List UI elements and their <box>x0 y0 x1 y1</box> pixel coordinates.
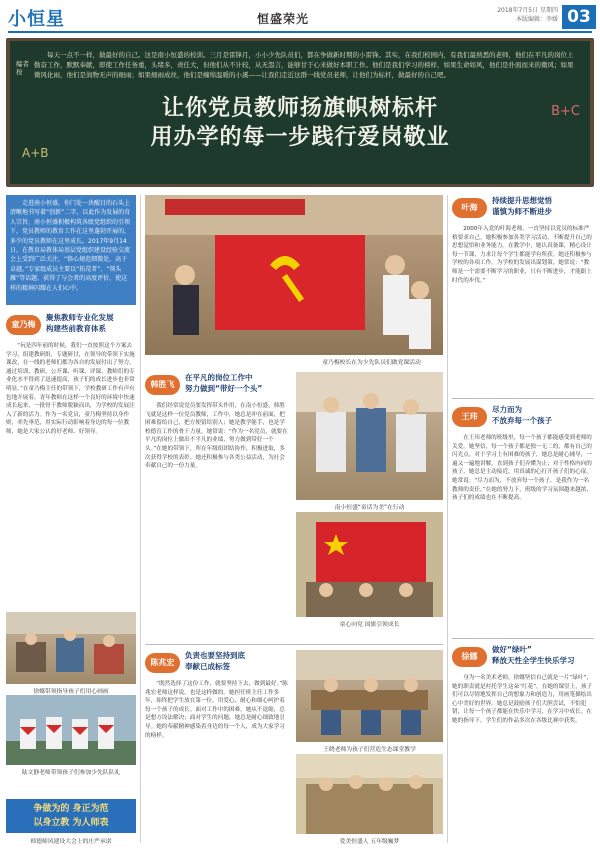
photo-grade-five <box>296 754 443 834</box>
photo-caption: 童乃梅校长在为少先队员们做党课活动 <box>322 360 421 366</box>
photo-party-flag-image <box>145 195 443 355</box>
section-subtitle: 构建些前教育体系 <box>46 324 106 333</box>
photo-caption: 童心向党 国旗引领成长 <box>339 622 400 628</box>
section-header-xu <box>452 644 594 670</box>
section-subtitle: 做好“绿叶” <box>492 645 532 654</box>
photo-fairy-tale <box>296 372 443 500</box>
photo-drawing-class-image <box>6 612 136 684</box>
section-header-wang <box>452 404 594 430</box>
photo-pioneer-salute <box>6 695 136 765</box>
photo-caption: 爱美恒盛人 五年级巍梦 <box>339 839 400 845</box>
date-line <box>497 6 558 24</box>
photo-caption: 徐娜带领指导孩子们用心画画 <box>33 689 109 695</box>
photo-national-flag-image <box>296 512 443 617</box>
name-badge: 韩胜飞 <box>145 375 180 395</box>
name-badge: 徐娜 <box>452 647 487 667</box>
chalk-formula-left: A+B <box>22 146 49 160</box>
section-subtitle: 负责也要坚持到底 <box>185 651 245 660</box>
section-divider <box>145 644 443 645</box>
column-divider <box>447 195 448 843</box>
chalk-formula-right: B+C <box>551 104 580 119</box>
column-divider <box>140 195 141 843</box>
photo-grade-five-image <box>296 754 443 834</box>
section-subtitle: 聚焦教师专业化发展 <box>46 313 114 322</box>
motto-line-1: 争做为的 身正为范 <box>33 804 109 814</box>
article-text: 2000年入党的叶海老师，一直坚持以党员的标准严格要求自己。她积极参加各类学习活动，不断提升自己的思想觉悟和业务能力。在教学中，她认真备课，精心设计每一节课，力求让每个学生都能学有所获。她还积极参与学校的各项工作，为学校的发展出谋划策。她常说：“教师是一个需要不断学习的职业，只有不断进步，才能跟上时代的步伐。” <box>452 226 592 284</box>
section-subtitle: 谨慎为师不断进步 <box>492 207 552 216</box>
intro-text: 走进南小恒盛，你门处一块醒目的石头上清晰地书写着“创新”二字，以此作为发展的育人宗旨，南小恒盛积极构筑各级党组织的引领下，党员教师的教育工作在这里蓬勃开展的，多少的党员教师在这里成长。2017年9月14日，在教育局教体局基层党组织建设经验交流会上受到广泛关注，“恪心规范细微处，高于卓越。”专家组成员主要以“拓荒者”、“领头雁”等话题，获得了与会者的高度评价，使这样的精神闪耀在人们心中。 <box>10 200 131 292</box>
photo-fairy-tale-image <box>296 372 443 500</box>
section-subtitle: 尽力而为 <box>492 405 522 414</box>
section-subtitle: 在平凡的岗位工作中 <box>185 373 253 382</box>
photo-caption: 南小恒盛“童话为美”在行动 <box>334 505 405 511</box>
motto-banner-text <box>10 802 132 830</box>
photo-caption: 王晓老师为孩子们营造生态课堂教学 <box>323 747 416 753</box>
date-text: 2018年7月5日 星期四 <box>497 7 558 14</box>
photo-caption: 陆文静老师带领孩子们参加少先队队礼 <box>21 770 121 776</box>
photo-ecology-class-image <box>296 650 443 742</box>
section-subtitle: 持续提升思想觉悟 <box>492 196 552 205</box>
name-badge: 陈兆宏 <box>145 653 180 673</box>
main-headline <box>40 94 560 152</box>
photo-party-flag <box>145 195 443 355</box>
headline-line-1: 让你党员教师扬旗帜树标杆 <box>161 96 438 121</box>
article-text: 我们经常说党员要发挥带头作用，在南小恒盛，韩胜飞就是这样一位党员教师，工作中，她总是冲在前面，把困难留给自己，把方便留给别人；她是教学能手，也是学校德育工作的骨干力量。她常说：“作为一名党员，就要在平凡的岗位上做出不平凡的业绩，努力做到带好一个头。”在她的带领下，所在年级组团结协作，积极进取，多次获得学校的表彰。她还积极参与各类公益活动，为社会奉献自己的一份力量。 <box>145 403 288 470</box>
editor-note-text: 每天一点不一样，做最好的自己。这是南小恒盛的校训。三月是雷锋月，小小少先队员们，都在争做新时期的小雷锋。其实，在我们校园内，有我们最熟悉的老师，他们在平凡的岗位上勤奋工作，默默奉献，即使工作任务重，头绪多，责任大，但他们从不计较，从无怨言，能够甘于心来做好本职工作。他们是我们学习的榜样，如果生命如风，他们是扑面而来的微风；如果微风化雨，他们是润物无声的细雨；如果细雨成丝，他们是缠绵温暖的小溪——让我们走近这群一线党员老师，让他们为标杆，做最好的自己吧。 <box>34 51 574 79</box>
editor-credit: 本版编辑：李媛 <box>515 16 558 23</box>
editor-note-tag: 编者按 <box>16 60 29 76</box>
section-header-chen <box>145 650 285 676</box>
article-text: 身为一名美术老师，徐娜坚信自己就是一片“绿叶”，她的职责就是衬托学生这朵“红花”。在她的课堂上，孩子们可以尽情地发挥自己的想象力和创造力，用画笔描绘出心中美好的世界。她总是鼓励孩子们大胆尝试，不怕犯错，让每一个孩子都能在快乐中学习，在学习中成长。在她的指导下，学生们的作品多次在各级比赛中获奖。 <box>452 675 593 724</box>
headline-line-2: 用办学的每一步践行爱岗敬业 <box>150 125 450 150</box>
article-text: 在王玮老师的班级里，每一个孩子都能感受到老师的关爱。她坚信，每一个孩子都是独一无二的，都有自己的闪光点。对于学习上有困难的孩子，她总是耐心辅导，一遍又一遍地讲解，直到孩子们弄懂为止；对于性格内向的孩子，她总是主动接近，用真诚的心打开孩子们的心扉。她常说：“尽力而为，不放弃每一个孩子，是我作为一名教师的责任。”在她的努力下，班级的学习氛围越来越浓，孩子们的成绩也在不断提高。 <box>452 435 592 502</box>
newspaper-name: 小恒星 <box>8 9 65 30</box>
section-divider <box>452 638 594 639</box>
photo-caption: 师德师风建设大会上的庄严承诺 <box>30 839 112 845</box>
page-number: 03 <box>562 5 596 29</box>
section-divider <box>452 398 594 399</box>
section-subtitle: 努力做到“带好一个头” <box>185 384 263 393</box>
photo-ecology-class <box>296 650 443 742</box>
section-header-tong <box>6 312 136 338</box>
article-text: “玩是四年前的时候，我们一直按照这个方案去学习，组建教研组，专题研讨，在领导的带领下实施课改，在一线的老师们都为各自的发展付出了努力，通过培训、教研、公开课、听课、评课，教师们的专业化水平得到了迅速提高，孩子们的成长进步也非常明显。”在童乃梅主任的带领下，学校教研工作有声有色地开展着，青年教师在这样一个良好的环境中快速成长起来，一批骨干教师脱颖而出，为学校的发展注入了新的活力。作为一名党员，童乃梅坚持以身作则，率先垂范，用实际行动影响着身边的每一位教师，她是大家公认的好老师、好领导。 <box>6 343 135 435</box>
section-subtitle: 奉献已成标签 <box>185 662 230 671</box>
article-text: “既然选择了这份工作，就要坚持下去，做到最好。”陈兆宏老师这样说，也是这样做的。她担任班主任工作多年，始终把学生放在第一位，用爱心、耐心和细心呵护着每一个孩子的成长。面对工作中的困难，她从不退缩，总是想方设法解决；面对学生的问题，她总是耐心细致地引导。她的奉献精神感染着身边的每一个人，成为大家学习的榜样。 <box>145 681 288 739</box>
photo-national-flag <box>296 512 443 617</box>
section-subtitle: 释放天性全学生快乐学习 <box>492 656 575 665</box>
section-header-han <box>145 372 285 398</box>
masthead <box>0 0 600 34</box>
page-title: 恒盛荣光 <box>257 12 310 26</box>
name-badge: 童乃梅 <box>6 315 41 335</box>
motto-line-2: 以身立教 为人师表 <box>33 818 109 828</box>
section-subtitle: 不放弃每一个孩子 <box>492 416 552 425</box>
name-badge: 王玮 <box>452 407 487 427</box>
photo-pioneer-salute-image <box>6 695 136 765</box>
photo-drawing-class <box>6 612 136 684</box>
masthead-rule <box>8 31 592 33</box>
section-header-ye <box>452 195 594 221</box>
name-badge: 叶海 <box>452 198 487 218</box>
